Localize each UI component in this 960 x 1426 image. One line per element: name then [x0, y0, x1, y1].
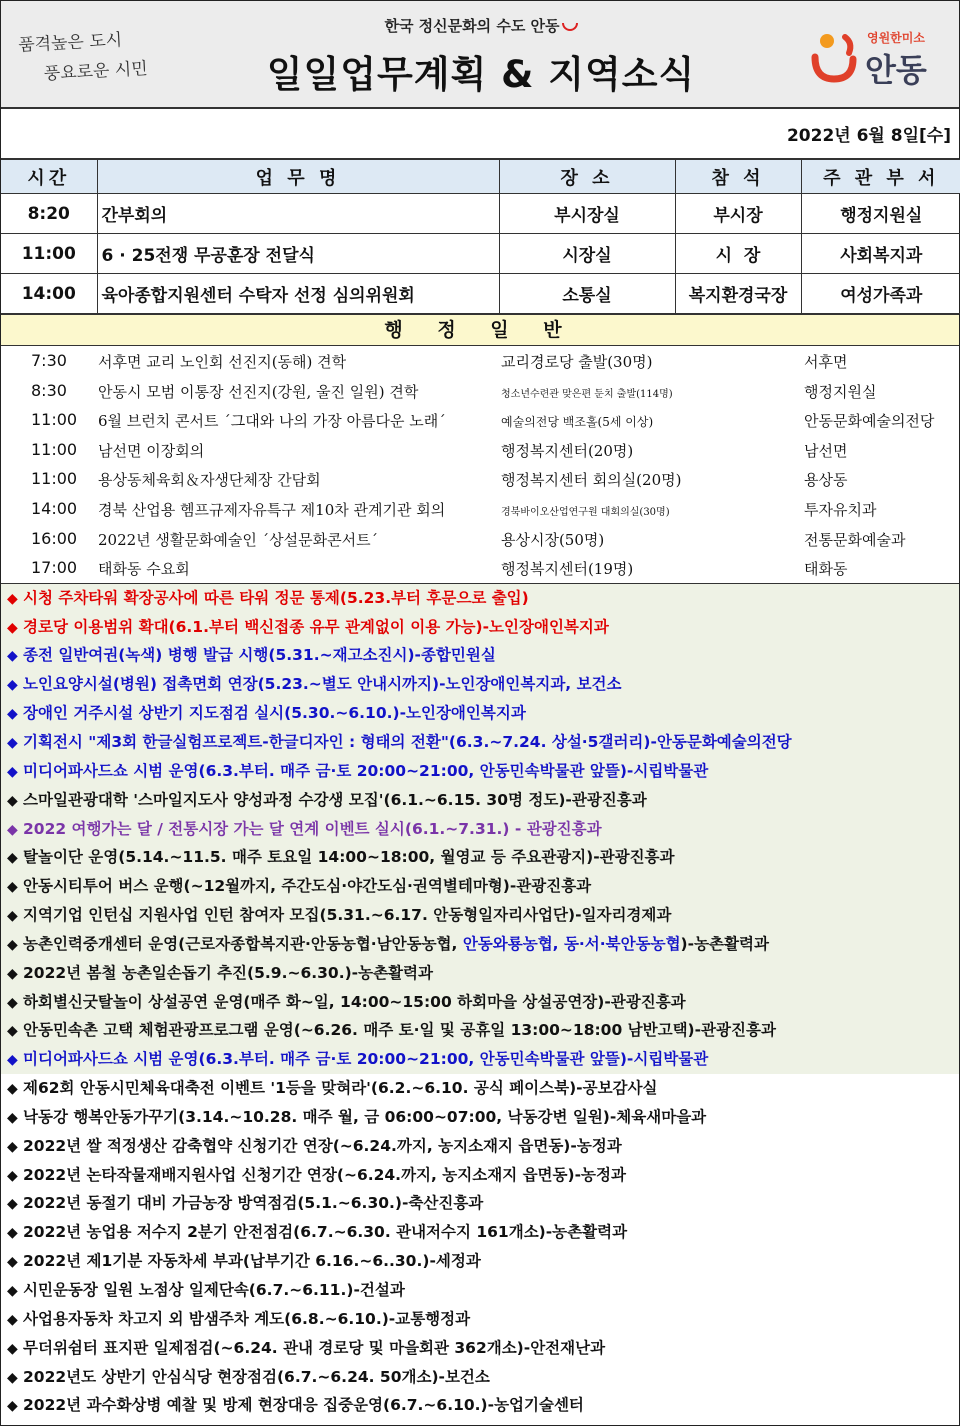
admin-dept: 태화동: [804, 560, 848, 579]
notice-text: 제62회 안동시민체육대축전 이벤트 '1등을 맞혀라'(6.2.~6.10. 공식 페이스북)-공보감사실: [23, 1079, 658, 1098]
admin-task: 남선면 이장회의: [98, 441, 205, 460]
notice-item: [1, 1161, 959, 1190]
notice-text: 장애인 거주시설 상반기 지도점검 실시(5.30.~6.10.)-노인장애인복지과: [23, 704, 526, 723]
col-header-time: 시간: [1, 160, 97, 194]
notice-item: [1, 1189, 959, 1218]
diamond-bullet-icon: ◆: [7, 879, 18, 896]
notice-text: 2022년 동절기 대비 가금농장 방역점검(5.1.~6.30.)-축산진흥과: [23, 1194, 484, 1213]
notice-item: [1, 1391, 959, 1420]
notice-item: [1, 670, 959, 699]
notice-text: 안동시티투어 버스 운행(~12월까지, 주간도심·야간도심·권역별테마형)-관광진흥과: [23, 877, 592, 896]
notice-text: 지역기업 인턴십 지원사업 인턴 참여자 모집(5.31.~6.17. 안동형일자리사업단)-일자리경제과: [23, 906, 672, 925]
notice-item: [1, 988, 959, 1017]
notice-text: 2022년 제1기분 자동차세 부과(납부기간 6.16.~6..30.)-세정과: [23, 1252, 481, 1271]
notice-text: 시민운동장 일원 노점상 일제단속(6.7.~6.11.)-건설과: [23, 1281, 405, 1299]
notice-item: [1, 1247, 959, 1276]
diamond-bullet-icon: ◆: [7, 619, 18, 636]
notice-text: 노인요양시설(병원) 접촉면회 연장(5.23.~별도 안내시까지)-노인장애인복지과, 보건소: [23, 675, 622, 694]
notice-item: [1, 1334, 959, 1363]
admin-list: [1, 346, 959, 583]
admin-task: 용상동체육회＆자생단체장 간담회: [98, 471, 321, 490]
notice-item: [1, 843, 959, 872]
col-header-place: 장 소: [499, 160, 675, 194]
admin-time: 7:30: [31, 351, 67, 370]
andong-logo-mark-icon: [809, 29, 859, 85]
diamond-bullet-icon: ◆: [7, 734, 18, 751]
notice-item: [1, 1132, 959, 1161]
diamond-bullet-icon: ◆: [7, 792, 18, 809]
schedule-task: 육아종합지원센터 수탁자 선정 심의위원회: [97, 274, 499, 314]
notice-text: 안동와룡농협, 동·서·북안동농협: [462, 934, 681, 953]
admin-row: [1, 524, 959, 554]
schedule-time: 14:00: [1, 274, 97, 314]
admin-place: 행정복지센터(19명): [501, 560, 634, 579]
schedule-time: 11:00: [1, 234, 97, 274]
notice-item: [1, 1276, 959, 1305]
notice-item: [1, 1045, 959, 1074]
header-center: [221, 15, 741, 98]
schedule-row: [1, 274, 960, 314]
admin-time: 11:00: [31, 469, 78, 489]
notice-text: 하회별신굿탈놀이 상설공연 운영(매주 화~일, 14:00~15:00 하회마을 상설공연장)-관광진흥과: [23, 992, 686, 1011]
notice-item: [1, 872, 959, 901]
notice-item: [1, 959, 959, 988]
notice-item: [1, 613, 959, 642]
diamond-bullet-icon: ◆: [7, 1052, 18, 1069]
diamond-bullet-icon: ◆: [7, 965, 18, 982]
diamond-bullet-icon: ◆: [7, 821, 18, 838]
schedule-place: 소통실: [499, 274, 675, 314]
city-slogan: [18, 23, 161, 90]
report-date: 2022년 6월 8일[수]: [786, 126, 951, 146]
notice-item: [1, 699, 959, 728]
admin-place: 행정복지센터 회의실(20명): [501, 471, 682, 490]
admin-time: 17:00: [31, 558, 78, 578]
schedule-row: [1, 194, 960, 234]
admin-time: 8:30: [31, 380, 67, 400]
admin-task: 서후면 교리 노인회 선진지(동해) 견학: [98, 353, 347, 371]
notice-item: [1, 1103, 959, 1132]
schedule-row: [1, 234, 960, 274]
notice-text: )-농촌활력과: [680, 934, 769, 953]
admin-dept: 전통문화예술과: [804, 530, 906, 549]
notice-item: [1, 1074, 959, 1103]
diamond-bullet-icon: ◆: [7, 850, 18, 867]
admin-row: [1, 464, 959, 494]
admin-row: [1, 494, 959, 524]
diamond-bullet-icon: ◆: [7, 706, 18, 723]
subtitle: [221, 15, 741, 36]
diamond-bullet-icon: ◆: [7, 1081, 18, 1098]
notice-item: [1, 1016, 959, 1045]
notice-text: 미디어파사드쇼 시범 운영(6.3.부터. 매주 금·토 20:00~21:00, 안동민속박물관 앞뜰)-시립박물관: [23, 1050, 709, 1069]
notice-item: [1, 1218, 959, 1247]
diamond-bullet-icon: ◆: [7, 590, 18, 607]
notice-item: [1, 584, 959, 613]
diamond-bullet-icon: ◆: [7, 1283, 18, 1299]
admin-dept: 용상동: [804, 471, 848, 490]
schedule-dept: 여성가족과: [801, 274, 960, 314]
admin-row: [1, 435, 959, 465]
diamond-bullet-icon: ◆: [7, 1196, 18, 1213]
notice-text: 탈놀이단 운영(5.14.~11.5. 매주 토요일 14:00~18:00, 월영교 등 주요관광지)-관광진흥과: [23, 848, 675, 867]
notice-text: 안동민속촌 고택 체험관광프로그램 운영(~6.26. 매주 토·일 및 공휴일 13:00~18:00 남반고택)-관광진흥과: [23, 1021, 776, 1040]
notice-text: 기획전시 "제3회 한글실험프로젝트-한글디자인 : 형태의 전환"(6.3.~7.24. 상설·5갤러리)-안동문화예술의전당: [23, 732, 792, 751]
admin-place: 청소년수련관 맞은편 둔치 출발(114명): [501, 388, 673, 400]
notice-text: 스마일관광대학 '스마일지도사 양성과정 수강생 모집'(6.1.~6.15. 30명 정도)-관광진흥과: [23, 790, 647, 809]
admin-task: 안동시 모범 이통장 선진지(강원, 울진 일원) 견학: [98, 382, 419, 401]
admin-dept: 투자유치과: [804, 500, 877, 519]
notice-item: [1, 815, 959, 844]
schedule-dept: 사회복지과: [801, 234, 960, 274]
diamond-bullet-icon: ◆: [7, 936, 18, 953]
notice-text: 경로당 이용범위 확대(6.1.부터 백신접종 유무 관계없이 이용 가능)-노인장애인복지과: [23, 617, 609, 636]
diamond-bullet-icon: ◆: [7, 1023, 18, 1040]
diamond-bullet-icon: ◆: [7, 994, 18, 1011]
diamond-bullet-icon: ◆: [7, 1167, 18, 1184]
diamond-bullet-icon: ◆: [7, 1311, 18, 1328]
notice-text: 사업용자동차 차고지 외 밤샘주차 계도(6.8.~6.10.)-교통행정과: [23, 1309, 471, 1328]
notice-text: 2022년 농업용 저수지 2분기 안전점검(6.7.~6.30. 관내저수지 161개소)-농촌활력과: [23, 1223, 628, 1242]
notice-text: 미디어파사드쇼 시범 운영(6.3.부터. 매주 금·토 20:00~21:00, 안동민속박물관 앞뜰)-시립박물관: [23, 761, 709, 780]
diamond-bullet-icon: ◆: [7, 1398, 18, 1415]
admin-section-title: 행 정 일 반: [1, 314, 959, 346]
admin-place: 행정복지센터(20명): [501, 441, 634, 460]
col-header-task: 업 무 명: [97, 160, 499, 194]
admin-dept: 서후면: [804, 353, 848, 371]
diamond-bullet-icon: ◆: [7, 1369, 18, 1386]
admin-task: 태화동 수요회: [98, 560, 190, 579]
notice-text: 2022 여행가는 달 / 전통시장 가는 달 연계 이벤트 실시(6.1.~7.31.) - 관광진흥과: [23, 819, 602, 838]
logo-tagline: 영원한미소: [867, 31, 925, 45]
diamond-bullet-icon: ◆: [7, 648, 18, 665]
diamond-bullet-icon: ◆: [7, 1254, 18, 1271]
col-header-dept: 주 관 부 서: [801, 160, 960, 194]
admin-dept: 안동문화예술의전당: [804, 412, 935, 431]
notice-item: [1, 930, 959, 959]
admin-row: [1, 405, 959, 435]
admin-task: 6월 브런치 콘서트 ´그대와 나의 가장 아름다운 노래´: [98, 412, 446, 431]
admin-task: 2022년 생활문화예술인 ´상설문화콘서트´: [98, 530, 379, 549]
notice-text: 2022년 봄철 농촌일손돕기 추진(5.9.~6.30.)-농촌활력과: [23, 963, 433, 982]
schedule-dept: 행정지원실: [801, 194, 960, 234]
admin-place: 용상시장(50명): [501, 530, 605, 549]
diamond-bullet-icon: ◆: [7, 1225, 18, 1242]
admin-dept: 행정지원실: [804, 382, 877, 401]
admin-row: [1, 376, 959, 406]
admin-time: 14:00: [31, 498, 78, 518]
notice-text: 2022년 논타작물재배지원사업 신청기간 연장(~6.24.까지, 농지소재지 읍면동)-농정과: [23, 1165, 626, 1184]
admin-task: 경북 산업용 헴프규제자유특구 제10차 관계기관 회의: [98, 500, 446, 519]
notice-text: 낙동강 행복안동가꾸기(3.14.~10.28. 매주 월, 금 06:00~07:00, 낙동강변 일원)-체육새마을과: [23, 1107, 707, 1126]
diamond-bullet-icon: ◆: [7, 763, 18, 780]
schedule-time: 8:20: [1, 194, 97, 234]
diamond-bullet-icon: ◆: [7, 908, 18, 925]
notice-item: [1, 1305, 959, 1334]
page-title: 일일업무계획 & 지역소식: [266, 53, 696, 96]
schedule-place: 시장실: [499, 234, 675, 274]
admin-place: 경북바이오산업연구원 대회의실(30명): [501, 506, 670, 518]
notice-item: [1, 786, 959, 815]
schedule-table: [1, 159, 960, 314]
notice-item: [1, 1363, 959, 1392]
schedule-task: 간부회의: [97, 194, 499, 234]
slogan-line-1: 품격높은 도시: [17, 30, 123, 56]
diamond-bullet-icon: ◆: [7, 677, 18, 694]
admin-place: 교리경로당 출발(30명): [501, 353, 653, 371]
notice-text: 농촌인력중개센터 운영(근로자종합복지관·안동농협·남안동농협,: [23, 934, 463, 953]
smile-icon: [562, 23, 578, 31]
diamond-bullet-icon: ◆: [7, 1109, 18, 1126]
schedule-attendee: 시 장: [675, 234, 801, 274]
notice-text: 2022년 과수화상병 예찰 및 방제 현장대응 집중운영(6.7.~6.10.)-농업기술센터: [23, 1396, 584, 1415]
admin-row: [1, 346, 959, 376]
logo-city-name: 안동: [865, 51, 927, 89]
date-row: [1, 109, 959, 159]
schedule-task: 6 · 25전쟁 무공훈장 전달식: [97, 234, 499, 274]
notice-text: 종전 일반여권(녹색) 병행 발급 시행(5.31.~재고소진시)-종합민원실: [23, 646, 496, 665]
notice-item: [1, 757, 959, 786]
admin-dept: 남선면: [804, 441, 848, 460]
slogan-line-2: 풍요로운 시민: [43, 58, 149, 85]
admin-time: 16:00: [31, 528, 78, 548]
andong-logo: [809, 25, 939, 89]
admin-row: [1, 553, 959, 583]
diamond-bullet-icon: ◆: [7, 1138, 18, 1155]
admin-time: 11:00: [31, 410, 78, 430]
notice-item: [1, 641, 959, 670]
diamond-bullet-icon: ◆: [7, 1340, 18, 1357]
header: [1, 1, 959, 109]
notice-item: [1, 901, 959, 930]
notice-text: 2022년도 상반기 안심식당 현장점검(6.7.~6.24. 50개소)-보건소: [23, 1367, 490, 1386]
subtitle-text: 한국 정신문화의 수도 안동: [384, 17, 560, 35]
col-header-attendee: 참 석: [675, 160, 801, 194]
notice-list: [1, 583, 959, 1420]
schedule-header-row: [1, 160, 960, 194]
admin-place: 예술의전당 백조홀(5세 이상): [501, 415, 654, 430]
schedule-attendee: 복지환경국장: [675, 274, 801, 314]
admin-time: 11:00: [31, 439, 78, 459]
notice-text: 시청 주차타워 확장공사에 따른 타워 정문 통제(5.23.부터 후문으로 출입): [23, 588, 529, 607]
schedule-place: 부시장실: [499, 194, 675, 234]
notice-text: 2022년 쌀 적정생산 감축협약 신청기간 연장(~6.24.까지, 농지소재지 읍면동)-농정과: [23, 1136, 622, 1155]
notice-item: [1, 728, 959, 757]
schedule-attendee: 부시장: [675, 194, 801, 234]
notice-text: 무더위쉼터 표지판 일제점검(~6.24. 관내 경로당 및 마을회관 362개소)-안전재난과: [23, 1338, 606, 1357]
